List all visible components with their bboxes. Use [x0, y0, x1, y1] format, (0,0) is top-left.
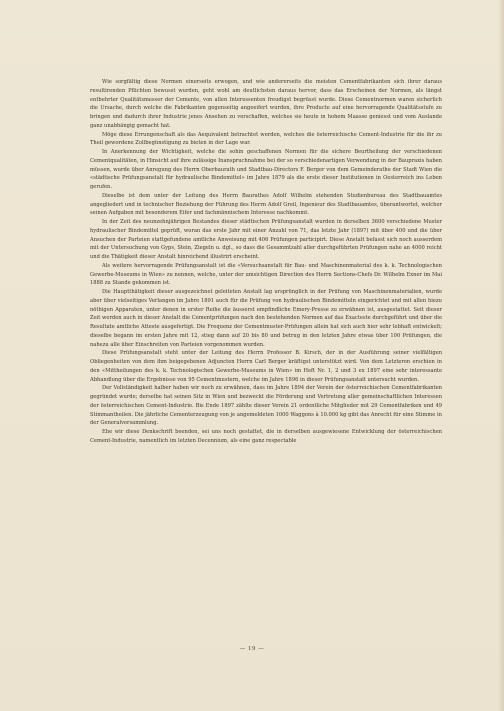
paragraph-10: Ehe wir diese Denkschrift beenden, sei uns noch gestattet, die in derselben ausgewiesene Entwicklung der österreichischen Cement-Industrie, namentlich im letzten Decennium, als eine ganz respectable — [90, 429, 442, 444]
paragraph-8: Diese Prüfungsanstalt steht unter der Leitung des Herrn Professor B. Kirsch, der in der Ausführung seiner vielfältigen Obliegenheiten von dem ihm beigegebenen Adjuncten Herrn Carl Berger kräftigst unterstützt wird. Von dem Letzteren erschien in den «Mittheilungen des k. k. Technologischen Gewerbe-Museums in Wien» im Heft Nr. 1, 2 und 3 ex 1897 eine sehr interessante Abhandlung über die Ergebnisse von 95 Cementmustern, welche im Jahre 1896 in dieser Prüfungsanstalt untersucht wurden. — [90, 350, 442, 383]
paragraph-6: Als weitere hervorragende Prüfungsanstalt ist die «Versuchsanstalt für Bau- und Maschinenmaterial des k. k. Technologischen Gewerbe-Museums in Wien» zu nennen, welche, unter der umsichtigen Direction des Herrn Sections-Chefs Dr. Wilhelm Exner im Mai 1888 zu Stande gekommen ist. — [90, 262, 442, 287]
paragraph-3: In Anerkennung der Wichtigkeit, welche die sohin geschaffenen Normen für die sichere Beurtheilung der verschiedenen Cementqualitäten, in Hinsicht auf ihre zulässige Inanspruchnahme bei der so verschiedenartigen Verwendung in der Baupraxis haben müssen, wurde über Anregung des Herrn Oberbaurath und Stadtbau-Directors F. Berger von dem Gemeinderathe der Stadt Wien die «städtische Prüfungsanstalt für hydraulische Bindemittel» im Jahre 1879 als die erste dieser Institutionen in Oesterreich ins Leben gerufen. — [90, 149, 442, 190]
page-number: — 19 — — [239, 646, 265, 652]
paragraph-1: Wie sorgfältig diese Normen einerseits erwogen, und wie andererseits die meisten Cementfabrikanten sich ihrer daraus resultirenden Pflichten bewusst wurden, geht wohl am deutlichsten daraus hervor, dass das Erscheinen der Normen, als längst entbehrter Qualitätsmesser der Cemente, von allen Interessenten freudigst begrüsst wurde. Diese Cementnormen waren sicherlich die Ursache, durch welche die Fabrikanten gegenseitig angeeifert wurden, ihre Producte auf eine hervorragende Qualitätsstufe zu bringen und dadurch ihrer Industrie jenes Ansehen zu verschaffen, welches sie heute in hohem Maasse geniesst und vom Auslande ganz unabhängig gemacht hat. — [90, 79, 442, 129]
paragraph-2: Möge diese Errungenschaft als das Aequivalent betrachtet werden, welches die österreichische Cement-Industrie für die ihr zu Theil gewordene Zollbegünstigung zu bieten in der Lage war. — [90, 131, 442, 147]
paragraph-7: Die Hauptthätigkeit dieser ausgezeichnet geleiteten Anstalt lag ursprünglich in der Prüfung von Maschinenmaterialien, wurde aber über vielseitiges Verlangen im Jahre 1891 auch für die Prüfung von hydraulischen Bindemitteln eingerichtet und mit allen hiezu nöthigen Apparaten, unter denen in erster Reihe die äusserst empfindliche Emery-Presse zu erwähnen ist, ausgestattet. Seit dieser Zeit werden auch in dieser Anstalt die Cementprüfungen nach den bestehenden Normen auf das Exacteste durchgeführt und über die Resultate amtliche Atteste ausgefertigt. Die Frequenz der Cementmuster-Prüfungen allein hat sich auch hier sehr lebhaft entwickelt; dieselbe begann im ersten Jahre mit 12, stieg dann auf 20 bis 80 und betrug in den letzten Jahre etwas über 100 Prüfungen, die nahezu alle über Einschreiten von Parteien vorgenommen wurden. — [90, 289, 442, 348]
paragraph-4: Dieselbe ist dem unter der Leitung des Herrn Baurathes Adolf Wilhelm stehenden Studienbureau des Stadtbauamtes angegliedert und in technischer Beziehung der Führung des Herrn Adolf Greil, Ingenieur des Stadtbauamtes, überantwortet, welcher seinen Aufgaben mit besonderem Eifer und fachmännischem Interesse nachkommt. — [90, 192, 442, 217]
paragraph-5: In der Zeit des neunzehnjährigen Bestandes dieser städtischen Prüfungsanstalt wurden in derselben 3600 verschiedene Muster hydraulischer Bindemittel geprüft, woran das erste Jahr mit einer Anzahl von 71, das letzte Jahr (1897) mit über 400 und die über Ansuchen der Parteien stattgefundene amtliche Anweisung mit 406 Prüfungen participirt. Diese Anstalt befasst sich noch ausserdem mit der Untersuchung von Gyps, Stein, Ziegeln u. dgl., so dass die Gesammtzahl aller durchgeführten Prüfungen nahe an 4000 reicht und die Thätigkeit dieser Anstalt hinreichend illustrirt erscheint. — [90, 219, 442, 260]
paragraph-9: Der Vollständigkeit halber haben wir noch zu erwähnen, dass im Jahre 1894 der Verein der österreichischen Cementfabrikanten gegründet wurde; derselbe hat seinen Sitz in Wien und bezweckt die Förderung und Vertretung aller gemeinschaftlichen Interessen der österreichischen Cement-Industrie. Bis Ende 1897 zählte dieser Verein 21 ordentliche Mitglieder mit 29 Cementfabriken und 49 Stimmantheilen. Die jährliche Cementerzeugung von je angemeldeten 1000 Waggons à 10.000 kg gibt das Anrecht für eine Stimme in der Generalversammlung. — [90, 385, 442, 427]
page-edge-shadow — [498, 0, 504, 711]
body-text — [90, 78, 442, 446]
